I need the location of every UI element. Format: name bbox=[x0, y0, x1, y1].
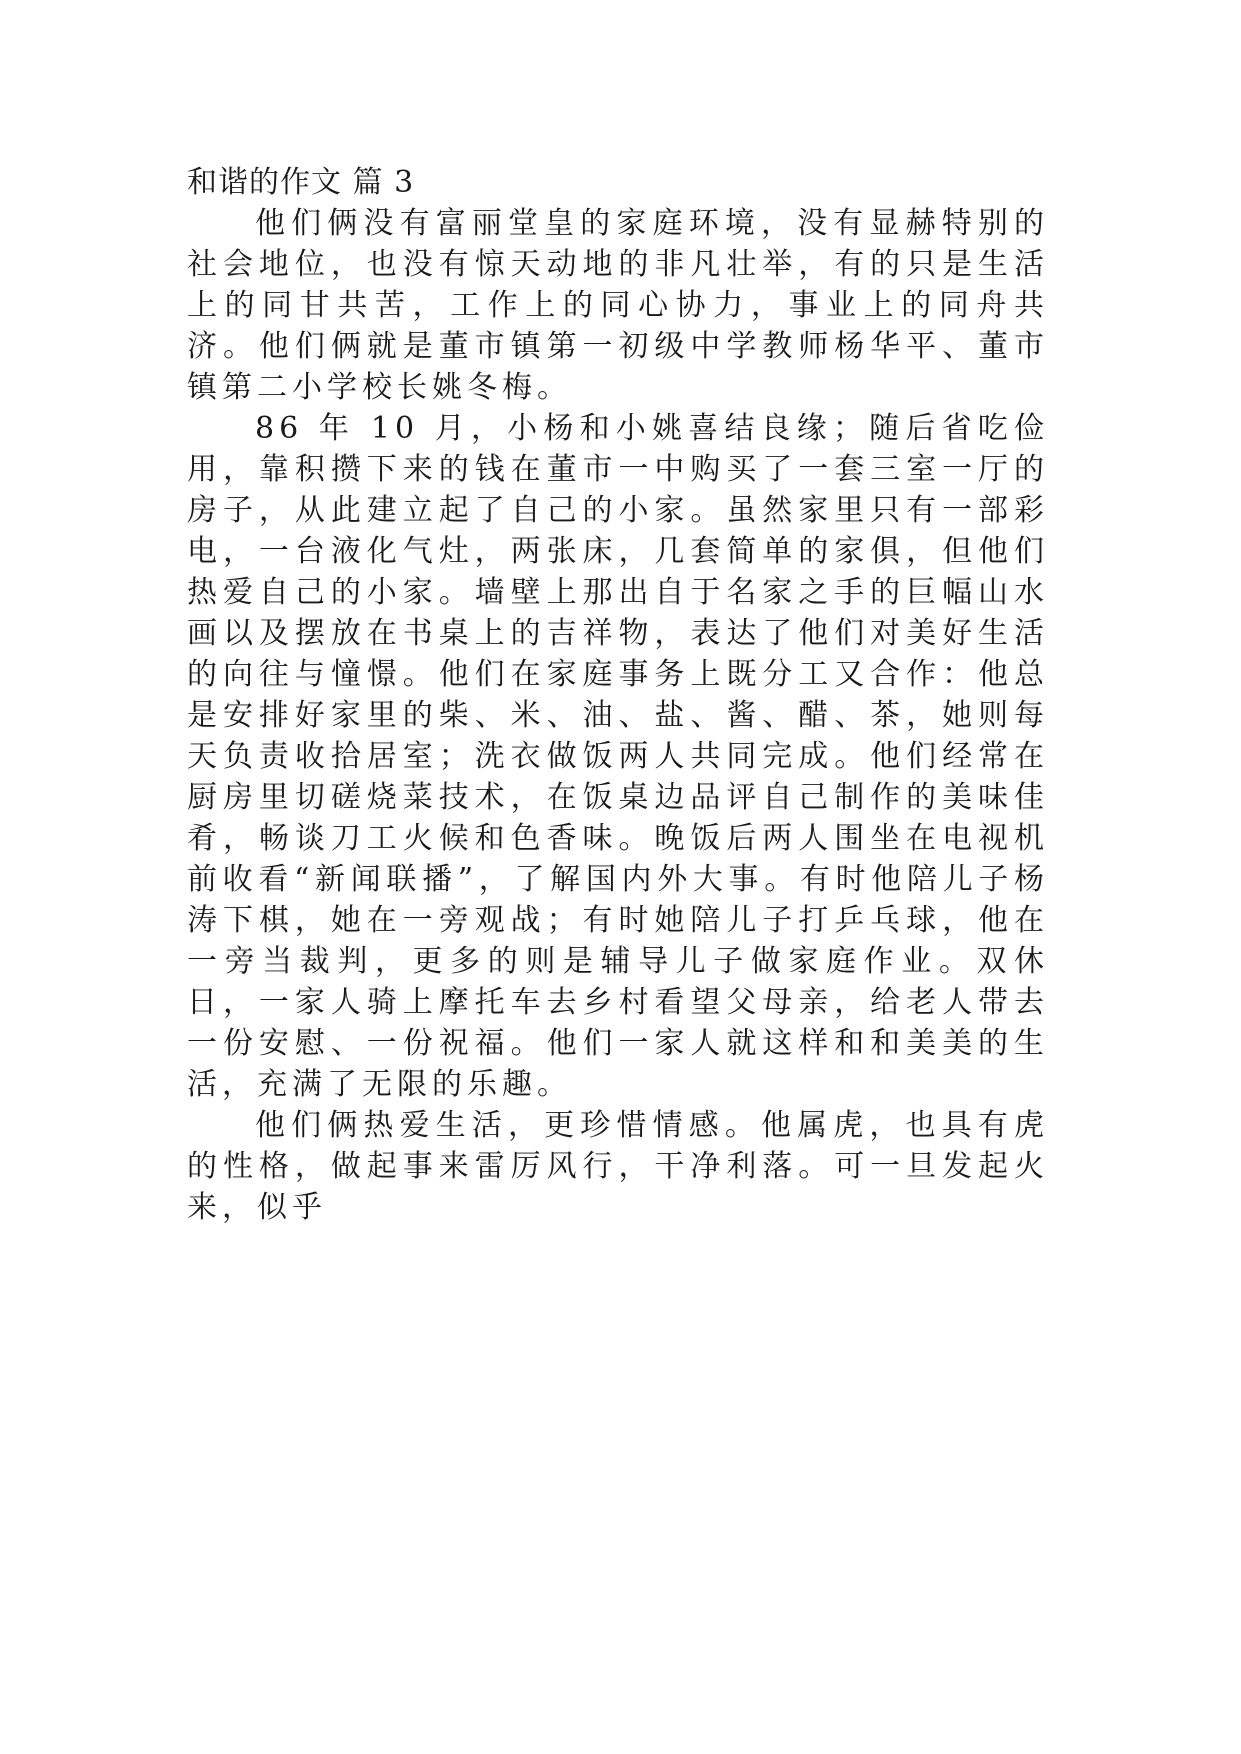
paragraph-1: 他们俩没有富丽堂皇的家庭环境，没有显赫特别的社会地位，也没有惊天动地的非凡壮举，有的只是生活上的同甘共苦，工作上的同心协力，事业上的同舟共济。他们俩就是董市镇第一初级中学教师杨华平、董市镇第二小学校长姚冬梅。 bbox=[187, 206, 1049, 405]
paragraph-3: 他们俩热爱生活，更珍惜情感。他属虎，也具有虎的性格，做起事来雷厉风行，干净利落。可一旦发起火来，似乎 bbox=[187, 1108, 1049, 1225]
document-body bbox=[187, 162, 1049, 1228]
paragraph-2: 86 年 10 月，小杨和小姚喜结良缘；随后省吃俭用，靠积攒下来的钱在董市一中购买了一套三室一厅的房子，从此建立起了自己的小家。虽然家里只有一部彩电，一台液化气灶，两张床，几套简单的家俱，但他们热爱自己的小家。墙壁上那出自于名家之手的巨幅山水画以及摆放在书桌上的吉祥物，表达了他们对美好生活的向往与憧憬。他们在家庭事务上既分工又合作：他总是安排好家里的柴、米、油、盐、酱、醋、茶，她则每天负责收拾居室；洗衣做饭两人共同完成。他们经常在厨房里切磋烧菜技术，在饭桌边品评自己制作的美味佳肴，畅谈刀工火候和色香味。晚饭后两人围坐在电视机前收看“新闻联播”，了解国内外大事。有时他陪儿子杨涛下棋，她在一旁观战；有时她陪儿子打乒乓球，他在一旁当裁判，更多的则是辅导儿子做家庭作业。双休日，一家人骑上摩托车去乡村看望父母亲，给老人带去一份安慰、一份祝福。他们一家人就这样和和美美的生活，充满了无限的乐趣。 bbox=[187, 411, 1049, 1102]
document-title: 和谐的作文 篇 3 bbox=[187, 165, 415, 200]
